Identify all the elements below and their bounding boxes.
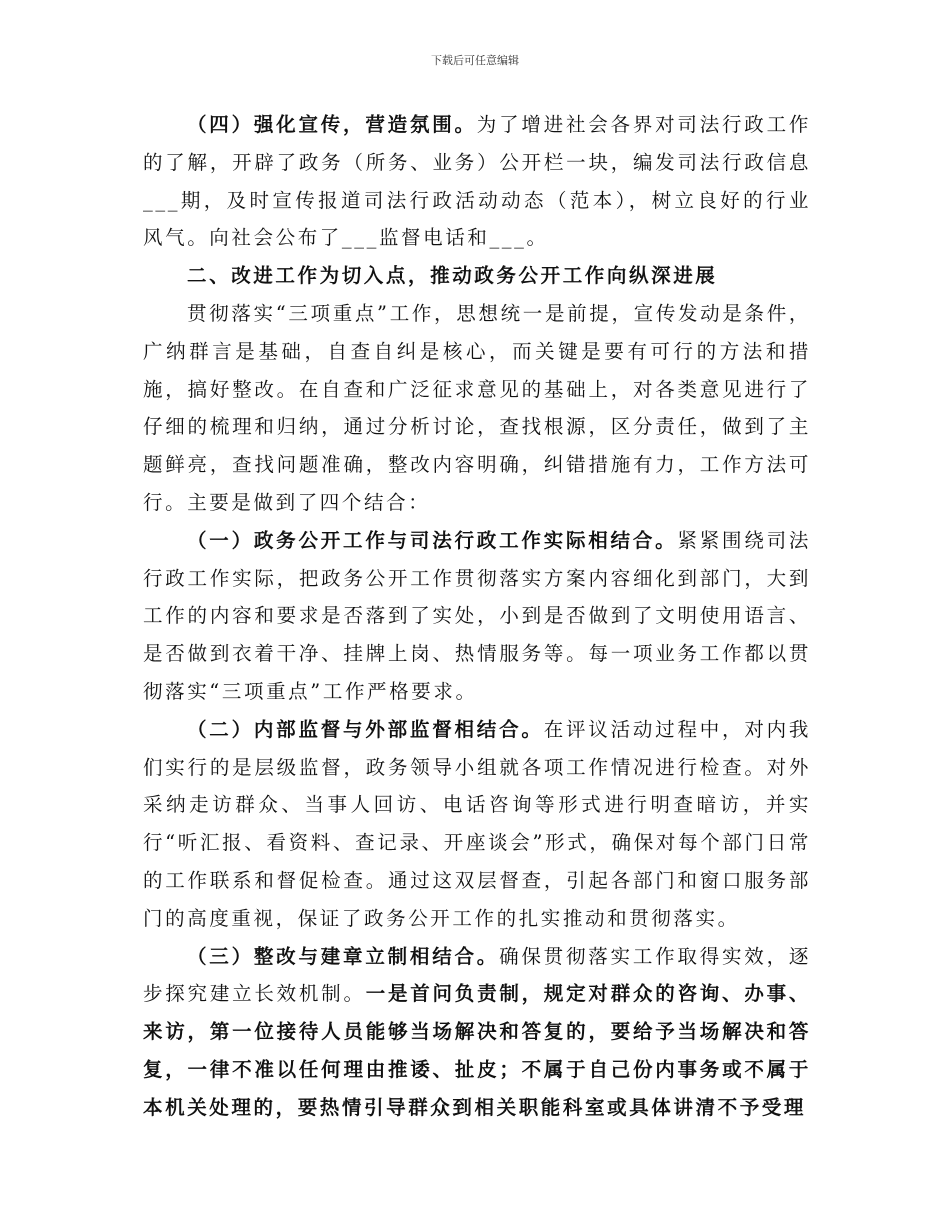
paragraph-heading: （四）强化宣传，营造氛围。 — [187, 113, 477, 136]
paragraph-bold-text: 一是首问负责制，规定对群众的咨询、办事、来访，第一位接待人员能够当场解决和答复的，要给予当场解决和答复，一律不准以任何理由推诿、扯皮；不属于自己份内事务或不属于本机关处理的，要热情引导群众到相关职能科室或具体讲清不予受理 — [143, 982, 811, 1119]
paragraph-publicity — [143, 106, 811, 257]
paragraph-combination-three — [143, 938, 811, 1127]
paragraph-text: 为了增进社会各界对司法行政工作的了解，开辟了政务（所务、业务）公开栏一块，编发司法行政信息___期，及时宣传报道司法行政活动动态（范本），树立良好的行业风气。向社会公布了___监督电话和___。 — [143, 113, 811, 250]
paragraph-heading: （一）政务公开工作与司法行政工作实际相结合。 — [187, 528, 678, 552]
paragraph-heading: （二）内部监督与外部监督相结合。 — [187, 717, 544, 741]
section-heading-two: 二、改进工作为切入点，推动政务公开工作向纵深进展 — [187, 264, 718, 288]
document-body — [143, 106, 811, 1127]
paragraph-combination-two — [143, 711, 811, 938]
paragraph-intro: 贯彻落实“三项重点”工作，思想统一是前提，宣传发动是条件，广纳群言是基础，自查自纠是核心，而关键是要有可行的方法和措施，搞好整改。在自查和广泛征求意见的基础上，对各类意见进行了仔细的梳理和归纳，通过分析讨论，查找根源，区分责任，做到了主题鲜亮，查找问题准确，整改内容明确，纠错措施有力，工作方法可行。主要是做到了四个结合： — [143, 301, 811, 514]
page-header: 下载后可任意编辑 — [431, 54, 519, 67]
paragraph-combination-one — [143, 522, 811, 711]
paragraph-text: 确保贯彻落实工作取得实效，逐步探究建立长效机制。 — [143, 944, 811, 1006]
paragraph-text: 在评议活动过程中，对内我们实行的是层级监督，政务领导小组就各项工作情况进行检查。对外采纳走访群众、当事人回访、电话咨询等形式进行明查暗访，并实行“听汇报、看资料、查记录、开座谈会”形式，确保对每个部门日常的工作联系和督促检查。通过这双层督查，引起各部门和窗口服务部门的高度重视，保证了政务公开工作的扎实推动和贯彻落实。 — [143, 717, 812, 930]
paragraph-text: 紧紧围绕司法行政工作实际，把政务公开工作贯彻落实方案内容细化到部门，大到工作的内容和要求是否落到了实处，小到是否做到了文明使用语言、是否做到衣着干净、挂牌上岗、热情服务等。每一项业务工作都以贯彻落实“三项重点”工作严格要求。 — [143, 528, 811, 703]
paragraph-heading: （三）整改与建章立制相结合。 — [187, 944, 500, 968]
